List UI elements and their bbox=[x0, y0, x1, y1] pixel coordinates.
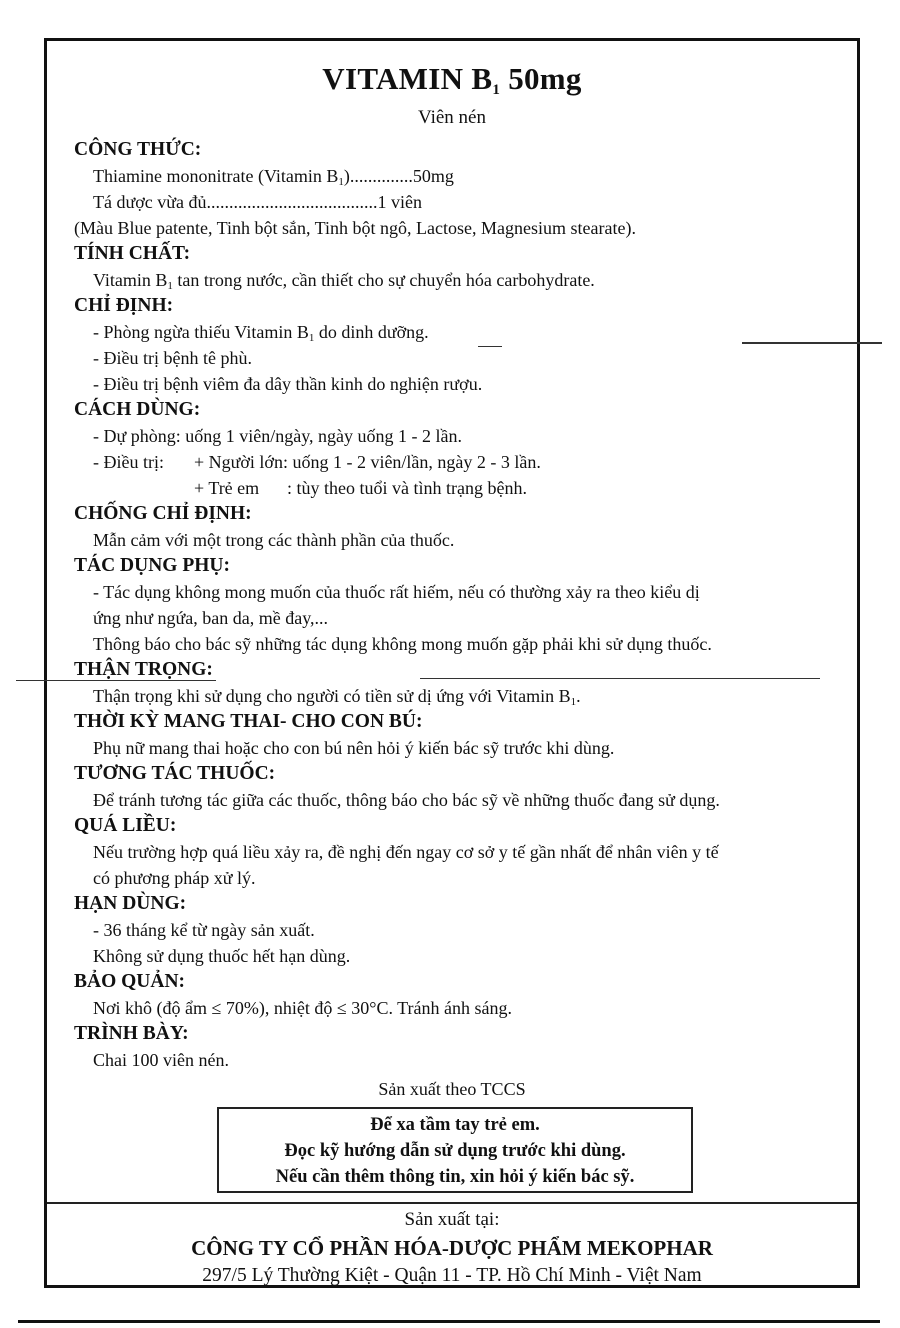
side-effect-line: Thông báo cho bác sỹ những tác dụng không mong muốn gặp phải khi sử dụng thuốc. bbox=[93, 634, 712, 654]
title-dose: 50mg bbox=[500, 61, 582, 96]
formula-line-excipient: Tá dược vừa đủ......................................1 viên bbox=[93, 192, 422, 212]
heading-cong-thuc: CÔNG THỨC: bbox=[74, 139, 202, 160]
leaflet-content bbox=[74, 137, 844, 1073]
page-bottom-rule bbox=[18, 1320, 880, 1323]
heading-chong-chi-dinh: CHỐNG CHỈ ĐỊNH: bbox=[74, 503, 252, 524]
manufacturer-address: 297/5 Lý Thường Kiệt - Quận 11 - TP. Hồ Chí Minh - Việt Nam bbox=[202, 1265, 702, 1286]
side-effect-line: - Tác dụng không mong muốn của thuốc rất hiếm, nếu có thường xảy ra theo kiểu dị bbox=[93, 582, 700, 602]
expiry-line: - 36 tháng kể từ ngày sản xuất. bbox=[93, 920, 315, 940]
heading-bao-quan: BẢO QUẢN: bbox=[74, 971, 186, 992]
dosage-line: - Dự phòng: uống 1 viên/ngày, ngày uống 1 - 2 lần. bbox=[93, 426, 463, 446]
precaution-line: Thận trọng khi sử dụng cho người có tiền sử dị ứng với Vitamin $B_1$. bbox=[93, 686, 581, 708]
heading-tuong-tac: TƯƠNG TÁC THUỐC: bbox=[74, 763, 276, 784]
dosage-line: - Điều trị: + Người lớn: uống 1 - 2 viên/lần, ngày 2 - 3 lần. bbox=[93, 452, 541, 472]
interaction-line: Để tránh tương tác giữa các thuốc, thông báo cho bác sỹ về những thuốc đang sử dụng. bbox=[93, 790, 720, 810]
heading-trinh-bay: TRÌNH BÀY: bbox=[74, 1023, 189, 1044]
heading-tinh-chat: TÍNH CHẤT: bbox=[74, 243, 191, 264]
indication-line: - Điều trị bệnh tê phù. bbox=[93, 348, 252, 368]
heading-than-trong: THẬN TRỌNG: bbox=[74, 659, 213, 680]
side-effect-line: ứng như ngứa, ban da, mề đay,... bbox=[93, 608, 329, 628]
warning-line: Để xa tầm tay trẻ em. bbox=[370, 1115, 540, 1135]
product-title bbox=[47, 61, 857, 99]
dosage-line: + Trẻ em : tùy theo tuổi và tình trạng bệnh. bbox=[194, 478, 527, 498]
standard-note: Sản xuất theo TCCS bbox=[378, 1079, 526, 1099]
dosage-form: Viên nén bbox=[418, 107, 486, 128]
expiry-line: Không sử dụng thuốc hết hạn dùng. bbox=[93, 946, 351, 966]
property-line: Vitamin $B_1$ tan trong nước, cần thiết cho sự chuyển hóa carbohydrate. bbox=[93, 270, 595, 292]
heading-cach-dung: CÁCH DÙNG: bbox=[74, 399, 201, 420]
leaflet-frame bbox=[44, 38, 860, 1288]
heading-han-dung: HẠN DÙNG: bbox=[74, 893, 187, 914]
pregnancy-line: Phụ nữ mang thai hoặc cho con bú nên hỏi ý kiến bác sỹ trước khi dùng. bbox=[93, 738, 615, 758]
title-text: VITAMIN B bbox=[322, 61, 493, 96]
indication-line: - Điều trị bệnh viêm đa dây thần kinh do nghiện rượu. bbox=[93, 374, 483, 394]
storage-line: Nơi khô (độ ẩm ≤ 70%), nhiệt độ ≤ 30°C. Tránh ánh sáng. bbox=[93, 998, 512, 1018]
formula-line-active: Thiamine mononitrate (Vitamin $B_1)..............50mg$ bbox=[93, 166, 454, 188]
scan-mark bbox=[420, 678, 820, 679]
heading-thai-ky: THỜI KỲ MANG THAI- CHO CON BÚ: bbox=[74, 711, 423, 732]
heading-chi-dinh: CHỈ ĐỊNH: bbox=[74, 295, 174, 316]
manufacturer-block bbox=[47, 1206, 857, 1290]
heading-qua-lieu: QUÁ LIỀU: bbox=[74, 815, 177, 836]
overdose-line: Nếu trường hợp quá liều xảy ra, đề nghị đến ngay cơ sở y tế gần nhất để nhân viên y tế bbox=[93, 842, 719, 862]
warning-line: Nếu cần thêm thông tin, xin hỏi ý kiến bác sỹ. bbox=[275, 1167, 635, 1187]
footer-divider bbox=[47, 1202, 857, 1204]
title-subscript: 1 bbox=[492, 82, 501, 98]
manufacturer-label: Sản xuất tại: bbox=[404, 1209, 500, 1230]
contraindication-line: Mẫn cảm với một trong các thành phần của thuốc. bbox=[93, 530, 455, 550]
scan-mark bbox=[478, 346, 502, 347]
packaging-line: Chai 100 viên nén. bbox=[93, 1050, 229, 1070]
indication-line: - Phòng ngừa thiếu Vitamin $B_1$ do dinh dưỡng. bbox=[93, 322, 429, 344]
overdose-line: có phương pháp xử lý. bbox=[93, 868, 256, 888]
manufacturer-company: CÔNG TY CỔ PHẦN HÓA-DƯỢC PHẨM MEKOPHAR bbox=[191, 1236, 713, 1260]
warning-box bbox=[217, 1107, 693, 1193]
scan-mark bbox=[742, 342, 882, 344]
heading-tac-dung-phu: TÁC DỤNG PHỤ: bbox=[74, 555, 230, 576]
warning-line: Đọc kỹ hướng dẫn sử dụng trước khi dùng. bbox=[284, 1141, 626, 1161]
formula-line-list: (Màu Blue patente, Tinh bột sắn, Tinh bột ngô, Lactose, Magnesium stearate). bbox=[74, 218, 636, 238]
scan-mark bbox=[16, 680, 216, 681]
